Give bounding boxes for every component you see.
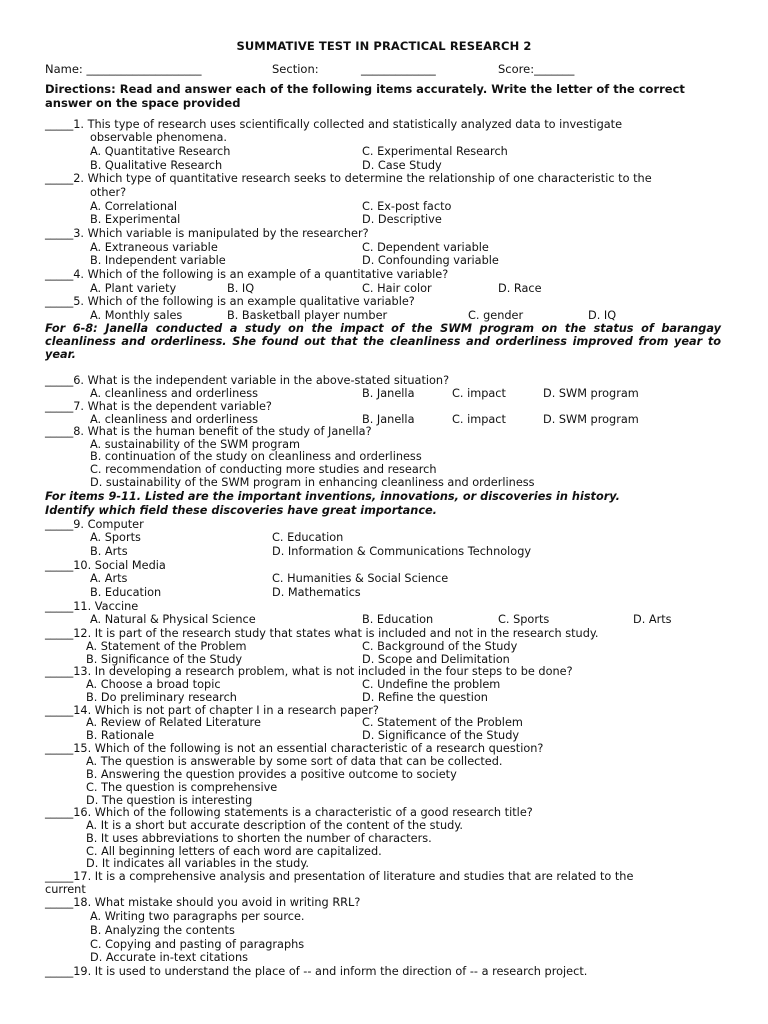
option: C. gender	[468, 309, 524, 322]
option: D. Arts	[633, 613, 672, 626]
option: A. Review of Related Literature	[86, 716, 261, 729]
option: A. It is a short but accurate description of the content of the study.	[86, 819, 463, 832]
option: A. Monthly sales	[90, 309, 183, 322]
option: A. Writing two paragraphs per source.	[90, 910, 305, 923]
option: B. Janella	[362, 387, 415, 400]
question-14: _____14. Which is not part of chapter I in a research paper?	[45, 704, 379, 717]
option: C. Undefine the problem	[362, 678, 501, 691]
option: C. impact	[452, 387, 506, 400]
option: B. Do preliminary research	[86, 691, 237, 704]
option: B. Answering the question provides a positive outcome to society	[86, 768, 457, 781]
option: B. Education	[90, 586, 162, 599]
option: D. IQ	[588, 309, 617, 322]
question-10: _____10. Social Media	[45, 559, 166, 572]
option: A. cleanliness and orderliness	[90, 413, 258, 426]
option: B. Qualitative Research	[90, 159, 223, 172]
option: D. Mathematics	[272, 586, 361, 599]
option: C. Sports	[498, 613, 550, 626]
option: A. Statement of the Problem	[86, 640, 247, 653]
question-7: _____7. What is the dependent variable?	[45, 400, 272, 413]
option: B. Arts	[90, 545, 128, 558]
score-field: Score:_______	[498, 62, 575, 76]
option: D. It indicates all variables in the study.	[86, 857, 310, 870]
question-9: _____9. Computer	[45, 518, 144, 531]
section-field: _____________	[361, 62, 436, 76]
option: C. Dependent variable	[362, 241, 489, 254]
option: C. Background of the Study	[362, 640, 518, 653]
option: C. Copying and pasting of paragraphs	[90, 938, 305, 951]
option: D. The question is interesting	[86, 794, 253, 807]
option: B. Rationale	[86, 729, 155, 742]
question-13: _____13. In developing a research problem, what is not included in the four steps to be done?	[45, 665, 573, 678]
option: A. Sports	[90, 531, 141, 544]
option: D. Refine the question	[362, 691, 488, 704]
option: C. Statement of the Problem	[362, 716, 523, 729]
option: C. The question is comprehensive	[86, 781, 278, 794]
question-2-cont: other?	[90, 186, 127, 199]
option: B. IQ	[227, 282, 255, 295]
option: B. Significance of the Study	[86, 653, 243, 666]
option: C. Humanities & Social Science	[272, 572, 449, 585]
option: C. All beginning letters of each word are capitalized.	[86, 845, 382, 858]
option: A. Extraneous variable	[90, 241, 218, 254]
section-intro-cont: Identify which field these discoveries have great importance.	[45, 504, 437, 517]
section-label: Section:	[272, 62, 319, 76]
option: D. Case Study	[362, 159, 442, 172]
option: D. SWM program	[543, 413, 639, 426]
option: B. Education	[362, 613, 434, 626]
option: D. Significance of the Study	[362, 729, 520, 742]
directions: Directions: Read and answer each of the following items accurately. Write the letter of the correct answer on the space provided	[45, 82, 685, 110]
option: C. Experimental Research	[362, 145, 508, 158]
option: D. Race	[498, 282, 542, 295]
option: A. Quantitative Research	[90, 145, 231, 158]
option: D. Scope and Delimitation	[362, 653, 510, 666]
option: A. Arts	[90, 572, 128, 585]
option: D. Descriptive	[362, 213, 442, 226]
option: B. Experimental	[90, 213, 181, 226]
question-1: _____1. This type of research uses scientifically collected and statistically analyzed data to investigate	[45, 118, 623, 131]
option: A. Correlational	[90, 200, 178, 213]
option: D. sustainability of the SWM program in enhancing cleanliness and orderliness	[90, 476, 535, 489]
question-16: _____16. Which of the following statements is a characteristic of a good research title?	[45, 806, 533, 819]
option: D. Confounding variable	[362, 254, 499, 267]
option: D. SWM program	[543, 387, 639, 400]
name-field: Name: ____________________	[45, 62, 202, 76]
question-1-cont: observable phenomena.	[90, 131, 228, 144]
section-intro: For items 9-11. Listed are the important inventions, innovations, or discoveries in history.	[45, 490, 620, 503]
option: C. Education	[272, 531, 344, 544]
option: D. Accurate in-text citations	[90, 951, 249, 964]
question-6: _____6. What is the independent variable in the above-stated situation?	[45, 374, 450, 387]
option: B. Independent variable	[90, 254, 226, 267]
option: D. Information & Communications Technology	[272, 545, 532, 558]
question-3: _____3. Which variable is manipulated by the researcher?	[45, 227, 369, 240]
option: A. Plant variety	[90, 282, 177, 295]
page-title: SUMMATIVE TEST IN PRACTICAL RESEARCH 2	[236, 39, 532, 53]
option: B. Analyzing the contents	[90, 924, 235, 937]
option: C. impact	[452, 413, 506, 426]
option: A. Natural & Physical Science	[90, 613, 256, 626]
question-2: _____2. Which type of quantitative research seeks to determine the relationship of one characteristic to the	[45, 172, 652, 185]
option: A. Choose a broad topic	[86, 678, 221, 691]
option: B. continuation of the study on cleanliness and orderliness	[90, 450, 422, 463]
question-18: _____18. What mistake should you avoid in writing RRL?	[45, 896, 361, 909]
question-12: _____12. It is part of the research study that states what is included and not in the research study.	[45, 627, 599, 640]
option: B. It uses abbreviations to shorten the number of characters.	[86, 832, 432, 845]
question-4: _____4. Which of the following is an example of a quantitative variable?	[45, 268, 449, 281]
question-5: _____5. Which of the following is an example qualitative variable?	[45, 295, 415, 308]
question-17-cont: current	[45, 883, 86, 896]
situation-paragraph: For 6-8: Janella conducted a study on the impact of the SWM program on the status of barangay cleanliness and orderliness. She found out that the cleanliness and orderliness improved from year to year.	[45, 322, 721, 361]
question-8: _____8. What is the human benefit of the study of Janella?	[45, 425, 372, 438]
question-11: _____11. Vaccine	[45, 600, 139, 613]
option: B. Basketball player number	[227, 309, 388, 322]
option: C. Ex-post facto	[362, 200, 452, 213]
option: A. The question is answerable by some sort of data that can be collected.	[86, 755, 503, 768]
option: C. recommendation of conducting more studies and research	[90, 463, 437, 476]
option: A. cleanliness and orderliness	[90, 387, 258, 400]
question-17: _____17. It is a comprehensive analysis and presentation of literature and studies that are related to the	[45, 870, 634, 883]
option: C. Hair color	[362, 282, 432, 295]
question-19: _____19. It is used to understand the place of -- and inform the direction of -- a research project.	[45, 965, 588, 978]
question-15: _____15. Which of the following is not an essential characteristic of a research question?	[45, 742, 544, 755]
option: A. sustainability of the SWM program	[90, 438, 301, 451]
option: B. Janella	[362, 413, 415, 426]
